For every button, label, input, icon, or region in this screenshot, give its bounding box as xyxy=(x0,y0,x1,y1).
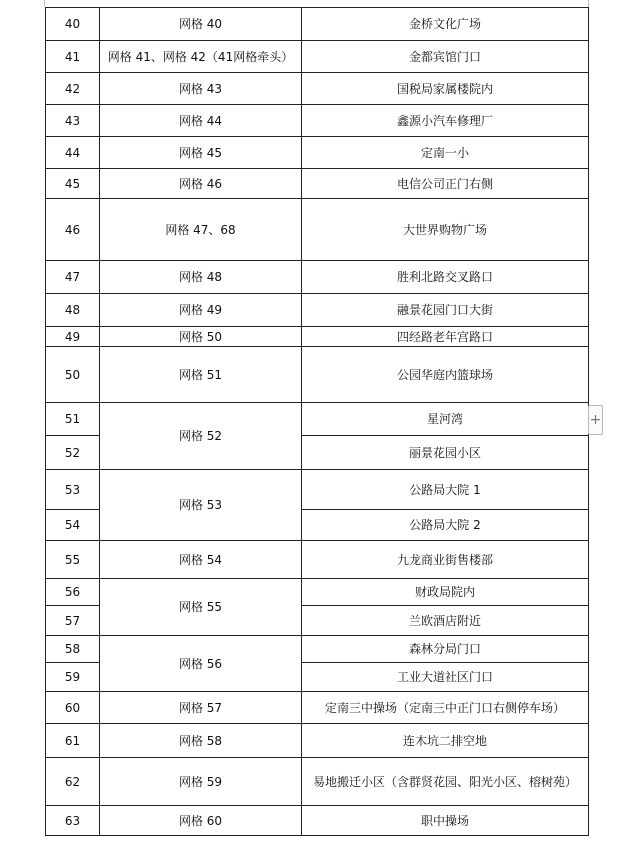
table-row xyxy=(46,347,589,403)
location-cell: 融景花园门口大街 xyxy=(302,294,589,327)
grid-cell: 网格 53 xyxy=(100,470,302,541)
row-number-cell: 63 xyxy=(46,806,100,836)
location-cell: 工业大道社区门口 xyxy=(302,663,589,692)
add-row-button[interactable] xyxy=(588,405,603,435)
location-cell: 公路局大院 1 xyxy=(302,470,589,510)
table-row xyxy=(46,105,589,137)
table-top-continuation xyxy=(44,0,589,7)
grid-cell: 网格 52 xyxy=(100,403,302,470)
location-cell: 九龙商业街售楼部 xyxy=(302,541,589,579)
row-number-cell: 48 xyxy=(46,294,100,327)
location-cell: 胜利北路交叉路口 xyxy=(302,261,589,294)
table-row xyxy=(46,541,589,579)
row-number-cell: 58 xyxy=(46,636,100,663)
location-cell: 电信公司正门右侧 xyxy=(302,169,589,199)
table-row xyxy=(46,169,589,199)
table-row xyxy=(46,199,589,261)
grid-cell: 网格 45 xyxy=(100,137,302,169)
row-number-cell: 53 xyxy=(46,470,100,510)
location-cell: 财政局院内 xyxy=(302,579,589,606)
grid-cell: 网格 59 xyxy=(100,758,302,806)
grid-cell: 网格 51 xyxy=(100,347,302,403)
grid-cell: 网格 57 xyxy=(100,692,302,724)
grid-cell: 网格 48 xyxy=(100,261,302,294)
grid-cell: 网格 41、网格 42（41网格牵头） xyxy=(100,41,302,73)
table-row xyxy=(46,470,589,510)
table-row xyxy=(46,137,589,169)
row-number-cell: 45 xyxy=(46,169,100,199)
table-row xyxy=(46,806,589,836)
location-cell: 易地搬迁小区（含群贤花园、阳光小区、榕树苑） xyxy=(302,758,589,806)
table-row xyxy=(46,579,589,606)
row-number-cell: 57 xyxy=(46,606,100,636)
row-number-cell: 59 xyxy=(46,663,100,692)
location-cell: 森林分局门口 xyxy=(302,636,589,663)
grid-cell: 网格 40 xyxy=(100,8,302,41)
table-row xyxy=(46,758,589,806)
table-row xyxy=(46,692,589,724)
row-number-cell: 54 xyxy=(46,510,100,541)
row-number-cell: 44 xyxy=(46,137,100,169)
row-number-cell: 49 xyxy=(46,327,100,347)
row-number-cell: 46 xyxy=(46,199,100,261)
table-row xyxy=(46,294,589,327)
location-cell: 公路局大院 2 xyxy=(302,510,589,541)
location-cell: 定南一小 xyxy=(302,137,589,169)
grid-cell: 网格 50 xyxy=(100,327,302,347)
grid-cell: 网格 47、68 xyxy=(100,199,302,261)
location-cell: 公园华庭内篮球场 xyxy=(302,347,589,403)
row-number-cell: 52 xyxy=(46,436,100,470)
location-cell: 国税局家属楼院内 xyxy=(302,73,589,105)
table-row xyxy=(46,327,589,347)
table-row xyxy=(46,261,589,294)
grid-location-table xyxy=(45,7,589,836)
row-number-cell: 43 xyxy=(46,105,100,137)
location-cell: 兰欧酒店附近 xyxy=(302,606,589,636)
row-number-cell: 61 xyxy=(46,724,100,758)
grid-cell: 网格 49 xyxy=(100,294,302,327)
location-cell: 鑫源小汽车修理厂 xyxy=(302,105,589,137)
row-number-cell: 51 xyxy=(46,403,100,436)
table-row xyxy=(46,724,589,758)
table-row xyxy=(46,41,589,73)
row-number-cell: 55 xyxy=(46,541,100,579)
table-row xyxy=(46,636,589,663)
location-cell: 职中操场 xyxy=(302,806,589,836)
location-cell: 连木坑二排空地 xyxy=(302,724,589,758)
grid-location-table-wrapper xyxy=(45,7,588,836)
grid-cell: 网格 55 xyxy=(100,579,302,636)
location-cell: 金都宾馆门口 xyxy=(302,41,589,73)
plus-icon: + xyxy=(589,412,602,428)
location-cell: 星河湾 xyxy=(302,403,589,436)
grid-cell: 网格 54 xyxy=(100,541,302,579)
grid-cell: 网格 58 xyxy=(100,724,302,758)
table-row xyxy=(46,8,589,41)
location-cell: 四经路老年宫路口 xyxy=(302,327,589,347)
row-number-cell: 60 xyxy=(46,692,100,724)
grid-cell: 网格 46 xyxy=(100,169,302,199)
row-number-cell: 42 xyxy=(46,73,100,105)
table-row xyxy=(46,73,589,105)
grid-cell: 网格 60 xyxy=(100,806,302,836)
location-cell: 定南三中操场（定南三中正门口右侧停车场） xyxy=(302,692,589,724)
location-cell: 丽景花园小区 xyxy=(302,436,589,470)
row-number-cell: 41 xyxy=(46,41,100,73)
row-number-cell: 47 xyxy=(46,261,100,294)
grid-cell: 网格 43 xyxy=(100,73,302,105)
location-cell: 大世界购物广场 xyxy=(302,199,589,261)
table-row xyxy=(46,403,589,436)
row-number-cell: 56 xyxy=(46,579,100,606)
grid-cell: 网格 56 xyxy=(100,636,302,692)
row-number-cell: 40 xyxy=(46,8,100,41)
grid-cell: 网格 44 xyxy=(100,105,302,137)
row-number-cell: 50 xyxy=(46,347,100,403)
location-cell: 金桥文化广场 xyxy=(302,8,589,41)
row-number-cell: 62 xyxy=(46,758,100,806)
